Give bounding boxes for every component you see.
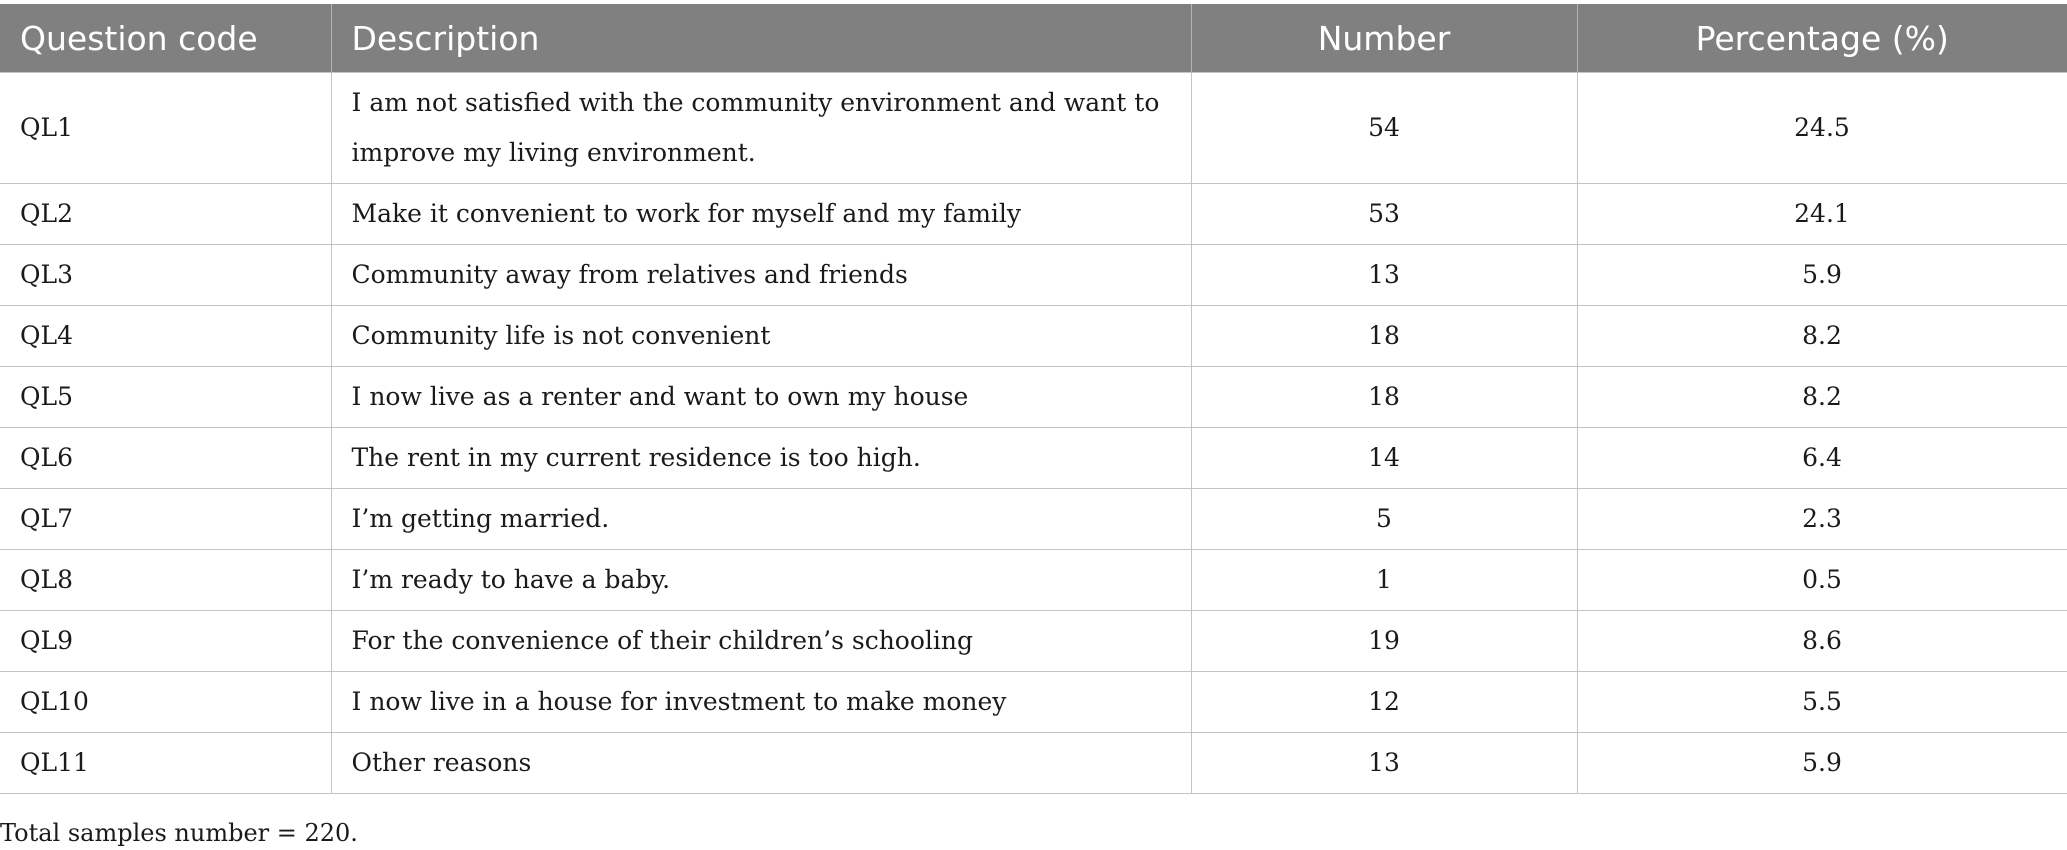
cell-code: QL9 — [0, 611, 331, 672]
data-table-container — [0, 4, 2067, 794]
cell-description: The rent in my current residence is too high. — [331, 428, 1191, 489]
cell-number: 5 — [1191, 489, 1577, 550]
table-row — [0, 489, 2067, 550]
table-row — [0, 733, 2067, 794]
cell-percentage: 6.4 — [1577, 428, 2067, 489]
cell-description: I now live as a renter and want to own my house — [331, 367, 1191, 428]
cell-description: Make it convenient to work for myself and my family — [331, 184, 1191, 245]
cell-percentage: 8.2 — [1577, 306, 2067, 367]
cell-percentage: 2.3 — [1577, 489, 2067, 550]
cell-percentage: 24.5 — [1577, 73, 2067, 184]
cell-number: 53 — [1191, 184, 1577, 245]
header-row — [0, 4, 2067, 73]
cell-number: 13 — [1191, 733, 1577, 794]
header-percentage: Percentage (%) — [1577, 4, 2067, 73]
cell-description: For the convenience of their children’s schooling — [331, 611, 1191, 672]
cell-number: 18 — [1191, 306, 1577, 367]
cell-percentage: 8.2 — [1577, 367, 2067, 428]
table-row — [0, 367, 2067, 428]
cell-code: QL7 — [0, 489, 331, 550]
cell-description: I’m getting married. — [331, 489, 1191, 550]
header-question-code: Question code — [0, 4, 331, 73]
cell-percentage: 5.9 — [1577, 245, 2067, 306]
cell-description: I now live in a house for investment to make money — [331, 672, 1191, 733]
cell-code: QL1 — [0, 73, 331, 184]
cell-percentage: 8.6 — [1577, 611, 2067, 672]
table-row — [0, 184, 2067, 245]
cell-code: QL2 — [0, 184, 331, 245]
cell-number: 13 — [1191, 245, 1577, 306]
cell-number: 1 — [1191, 550, 1577, 611]
cell-code: QL5 — [0, 367, 331, 428]
cell-percentage: 0.5 — [1577, 550, 2067, 611]
cell-number: 14 — [1191, 428, 1577, 489]
cell-number: 12 — [1191, 672, 1577, 733]
cell-percentage: 24.1 — [1577, 184, 2067, 245]
table-row — [0, 550, 2067, 611]
cell-number: 19 — [1191, 611, 1577, 672]
header-description: Description — [331, 4, 1191, 73]
cell-description: I’m ready to have a baby. — [331, 550, 1191, 611]
cell-description: Community life is not convenient — [331, 306, 1191, 367]
table-row — [0, 245, 2067, 306]
cell-description: Other reasons — [331, 733, 1191, 794]
header-number: Number — [1191, 4, 1577, 73]
table-footnote: Total samples number = 220. — [0, 819, 358, 847]
survey-table — [0, 4, 2067, 794]
cell-number: 18 — [1191, 367, 1577, 428]
table-row — [0, 611, 2067, 672]
cell-percentage: 5.5 — [1577, 672, 2067, 733]
cell-number: 54 — [1191, 73, 1577, 184]
cell-code: QL8 — [0, 550, 331, 611]
cell-code: QL4 — [0, 306, 331, 367]
cell-percentage: 5.9 — [1577, 733, 2067, 794]
table-row — [0, 672, 2067, 733]
table-row — [0, 306, 2067, 367]
cell-code: QL6 — [0, 428, 331, 489]
cell-code: QL3 — [0, 245, 331, 306]
cell-description: I am not satisfied with the community environment and want to improve my living environment. — [331, 73, 1191, 184]
cell-code: QL11 — [0, 733, 331, 794]
table-row — [0, 428, 2067, 489]
table-row — [0, 73, 2067, 184]
cell-code: QL10 — [0, 672, 331, 733]
cell-description: Community away from relatives and friends — [331, 245, 1191, 306]
